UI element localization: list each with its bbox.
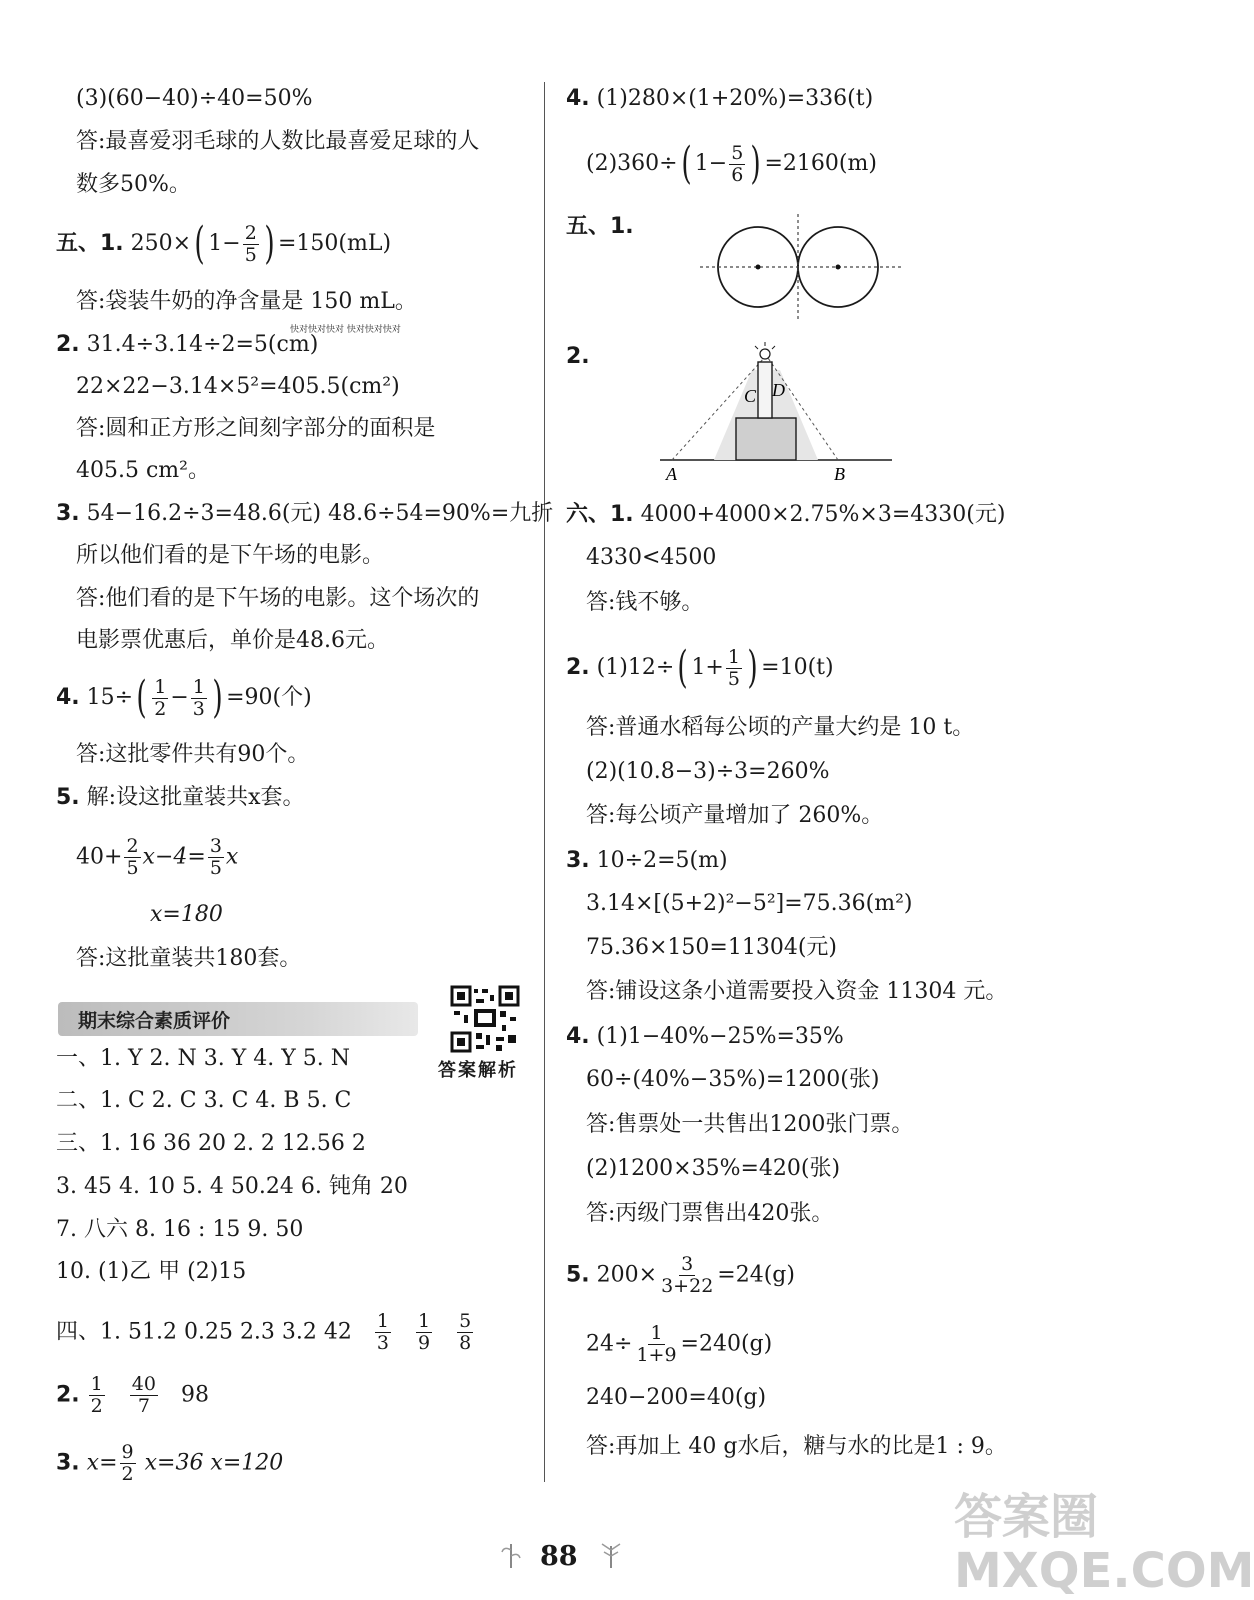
item-number: 2.: [566, 655, 590, 680]
fraction: [729, 143, 745, 186]
point-label-d: D: [772, 380, 785, 400]
answer-line: (2)(10.8−3)÷3=260%: [586, 759, 830, 784]
item-number: 3.: [566, 848, 590, 873]
expr: =24(g): [717, 1262, 795, 1288]
answer-line: 7. 八六 8. 16 : 15 9. 50: [56, 1217, 304, 1242]
paren: (: [681, 138, 692, 189]
point-label-c: C: [744, 386, 757, 406]
answer-line: (3)(60−40)÷40=50%: [76, 86, 313, 111]
numerator: 1: [376, 1310, 389, 1332]
two-circles-figure: [698, 212, 908, 322]
center-dot: [756, 265, 761, 270]
fraction: [208, 836, 224, 879]
expr: 24÷: [586, 1331, 633, 1357]
answer-line: [76, 836, 238, 879]
paren: ): [747, 642, 758, 693]
tower: [758, 362, 772, 418]
fraction: [634, 1323, 678, 1366]
denominator: 3+22: [661, 1275, 714, 1297]
numerator: 3: [209, 835, 222, 857]
expr: x: [225, 844, 239, 870]
center-dot: [836, 265, 841, 270]
item-number: 3.: [56, 501, 80, 526]
answer-line: (2)1200×35%=420(张): [586, 1156, 841, 1181]
fraction: [191, 677, 207, 720]
answer-line: 答:铺设这条小道需要投入资金 11304 元。: [586, 979, 1008, 1004]
item-number: 4.: [566, 1024, 590, 1049]
expr: 解:设这批童装共x套。: [79, 785, 305, 810]
expr: 1−: [208, 231, 241, 256]
numerator: 3: [681, 1253, 694, 1275]
denominator: 3: [376, 1332, 389, 1354]
denominator: 5: [727, 667, 740, 690]
answer-line: 电影票优惠后，单价是48.6元。: [76, 628, 389, 653]
tower-figure: [660, 340, 900, 490]
numerator: 1: [727, 645, 740, 668]
item-number: 2.: [566, 344, 590, 369]
answer-line: 405.5 cm²。: [76, 458, 210, 483]
expr: 1−: [694, 151, 728, 176]
item-number: 4.: [56, 685, 80, 710]
answer-line: [56, 1311, 475, 1354]
answer-line: [566, 342, 590, 372]
expr: x=36 x=120: [137, 1450, 284, 1476]
answer-line: [566, 1254, 795, 1297]
denominator: 3: [192, 697, 205, 720]
light-icon: [760, 349, 770, 359]
answer-line: 60÷(40%−35%)=1200(张): [586, 1067, 880, 1092]
numerator: 5: [731, 141, 744, 164]
item-number: 3.: [56, 1450, 80, 1476]
answer-line: 答:最喜爱羽毛球的人数比最喜爱足球的人: [76, 129, 480, 154]
wall-block: [736, 418, 796, 460]
numerator: 1: [90, 1373, 103, 1395]
answer-line: 答:售票处一共售出1200张门票。: [586, 1112, 914, 1137]
answer-line: 答:每公顷产量增加了 260%。: [586, 803, 884, 828]
denominator: 5: [126, 857, 139, 879]
numerator: 9: [121, 1441, 134, 1463]
denominator: 1+9: [636, 1344, 677, 1366]
expr: (1)280×(1+20%)=336(t): [589, 86, 874, 111]
fraction: [124, 836, 140, 879]
denominator: 8: [459, 1332, 472, 1354]
paren: ): [264, 218, 275, 269]
item-number: 五、1.: [56, 231, 124, 256]
paren: ): [750, 138, 762, 189]
paren: (: [677, 642, 689, 693]
item-number: 4.: [566, 86, 590, 111]
answer-line: 所以他们看的是下午场的电影。: [76, 543, 385, 568]
item-number: 5.: [56, 785, 80, 810]
answer-line: 75.36×150=11304(元): [586, 935, 837, 960]
point-label-b: B: [834, 464, 845, 484]
denominator: 7: [137, 1395, 150, 1417]
answer-line: [56, 783, 305, 813]
expr: (1)12÷: [589, 655, 675, 680]
expr: =150(mL): [277, 231, 392, 256]
fraction: [152, 677, 168, 720]
numerator: 40: [131, 1373, 156, 1395]
answer-line: 三、1. 16 36 20 2. 2 12.56 2: [56, 1131, 366, 1156]
banner-title: 期末综合素质评价: [78, 1010, 231, 1032]
answer-line: [566, 846, 728, 876]
answer-line: 答:他们看的是下午场的电影。这个场次的: [76, 586, 480, 611]
fraction: [120, 1442, 136, 1485]
denominator: 9: [418, 1332, 431, 1354]
point-label-a: A: [666, 464, 677, 484]
fraction: [89, 1374, 105, 1417]
paren: ): [212, 672, 223, 723]
answer-line: 10. (1)乙 甲 (2)15: [56, 1259, 247, 1284]
stamp-text: 快对快对快对 快对快对快对: [290, 325, 401, 335]
expr: 四、1. 51.2 0.25 2.3 3.2 42: [56, 1319, 352, 1345]
page-number: 88: [540, 1541, 578, 1572]
column-divider: [544, 82, 545, 1482]
answer-line: 二、1. C 2. C 3. C 4. B 5. C: [56, 1088, 352, 1113]
numerator: 5: [459, 1310, 472, 1332]
denominator: 2: [121, 1463, 134, 1485]
item-number: 六、1.: [566, 502, 634, 527]
expr: 98: [180, 1382, 209, 1408]
expr: =240(g): [680, 1331, 773, 1357]
answer-line: 答:圆和正方形之间刻字部分的面积是: [76, 416, 436, 441]
numerator: 1: [154, 675, 167, 698]
expr: 31.4÷3.14÷2=5(cm): [79, 332, 319, 357]
denominator: 2: [90, 1395, 103, 1417]
answer-line: 答:袋装牛奶的净含量是 150 mL。: [76, 289, 417, 314]
expr: 15÷: [79, 685, 134, 710]
answer-line: [566, 84, 873, 114]
item-number: 2.: [56, 1382, 80, 1408]
expr: x=: [79, 1450, 118, 1476]
expr: 200×: [589, 1262, 658, 1288]
answer-line: 答:再加上 40 g水后，糖与水的比是1 : 9。: [586, 1434, 1007, 1459]
expr: x−4=: [142, 844, 206, 870]
expr: (2)360÷: [586, 151, 678, 176]
answer-line: [566, 642, 834, 693]
fraction: [659, 1254, 715, 1297]
answer-line: 答:这批童装共180套。: [76, 946, 302, 971]
footer-leaf-icon: [500, 1540, 522, 1570]
item-number: 5.: [566, 1262, 590, 1288]
numerator: 2: [126, 835, 139, 857]
item-number: 2.: [56, 332, 80, 357]
denominator: 5: [209, 857, 222, 879]
answer-line: [566, 500, 1005, 530]
qr-caption: 答案解析: [438, 1060, 518, 1081]
answer-line: [586, 138, 877, 189]
paren: (: [136, 672, 147, 723]
fraction: [457, 1311, 473, 1354]
numerator: 2: [244, 221, 257, 244]
watermark-text: 答案圈 MXQE.COM: [954, 1489, 1254, 1599]
answer-line: [56, 1374, 209, 1417]
fraction: [416, 1311, 432, 1354]
footer-tree-icon: [596, 1540, 626, 1570]
numerator: 1: [192, 675, 205, 698]
answer-line: [56, 1442, 283, 1485]
answer-line: 22×22−3.14×5²=405.5(cm²): [76, 374, 400, 399]
answer-line: 答:普通水稻每公顷的产量大约是 10 t。: [586, 715, 975, 740]
watermark-logo: [954, 1489, 1254, 1599]
answer-line: [566, 212, 634, 242]
answer-line: 4330<4500: [586, 545, 717, 570]
denominator: 6: [731, 163, 744, 186]
paren: (: [194, 218, 205, 269]
expr: =90(个): [226, 685, 312, 710]
answer-line: 3.14×[(5+2)²−5²]=75.36(m²): [586, 891, 913, 916]
expr: (1)1−40%−25%=35%: [589, 1024, 844, 1049]
expr: 250×: [123, 231, 192, 256]
fraction: [375, 1311, 391, 1354]
fraction: [243, 223, 259, 266]
answer-line: [566, 1022, 844, 1052]
qr-code-icon[interactable]: [450, 985, 520, 1053]
expr: x=180: [150, 902, 223, 927]
answer-line: [150, 900, 223, 930]
fraction: [130, 1374, 158, 1417]
answer-line: [56, 330, 318, 360]
answer-line: 3. 45 4. 10 5. 4 50.24 6. 钝角 20: [56, 1174, 408, 1199]
expr: =10(t): [761, 655, 834, 680]
expr: 4000+4000×2.75%×3=4330(元): [633, 502, 1006, 527]
answer-line: 240−200=40(g): [586, 1385, 767, 1410]
answer-line: 数多50%。: [76, 172, 191, 197]
fraction: [726, 647, 742, 690]
answer-line: 答:丙级门票售出420张。: [586, 1201, 834, 1226]
answer-line: 答:这批零件共有90个。: [76, 742, 310, 767]
denominator: 5: [244, 243, 257, 266]
denominator: 2: [154, 697, 167, 720]
section-banner: [58, 1002, 418, 1036]
stamp: [290, 325, 401, 335]
numerator: 1: [418, 1310, 431, 1332]
answer-line: 答:钱不够。: [586, 590, 704, 615]
answer-line: [56, 218, 392, 269]
answer-line: [56, 499, 553, 529]
expr: 40+: [76, 844, 123, 870]
expr: 1+: [691, 655, 724, 680]
numerator: 1: [650, 1322, 663, 1344]
answer-line: [586, 1323, 772, 1366]
expr: 54−16.2÷3=48.6(元) 48.6÷54=90%=九折: [79, 501, 554, 526]
expr: −: [170, 685, 189, 710]
answer-line: 一、1. Y 2. N 3. Y 4. Y 5. N: [56, 1046, 350, 1071]
expr: =2160(m): [764, 151, 877, 176]
answer-line: [56, 672, 312, 723]
item-number: 五、1.: [566, 214, 634, 239]
expr: 10÷2=5(m): [589, 848, 728, 873]
